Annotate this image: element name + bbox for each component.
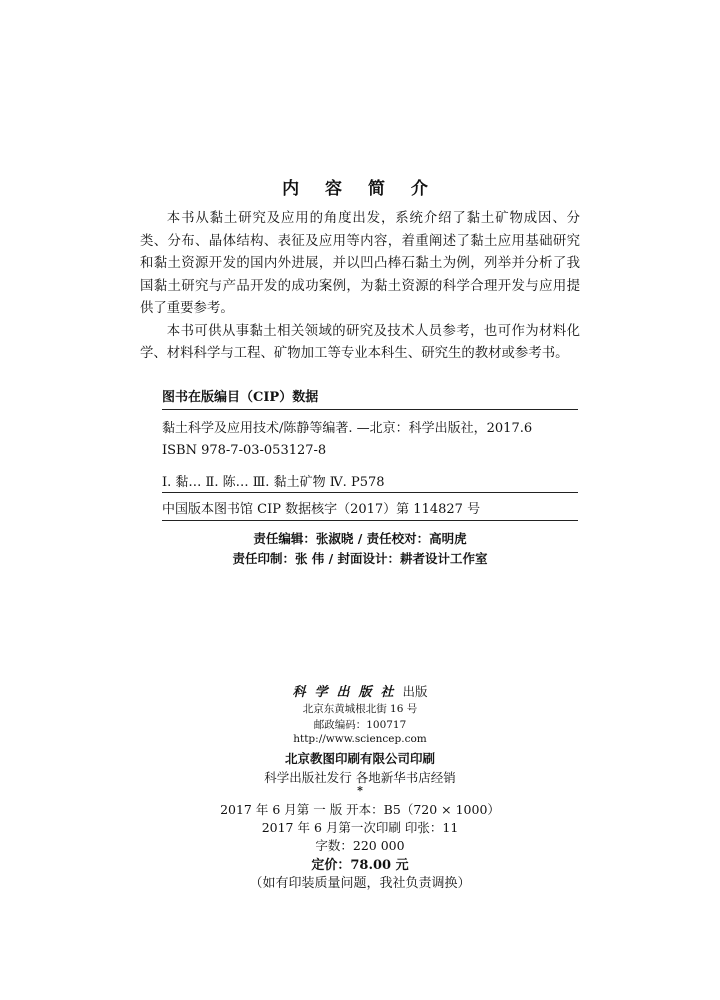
publisher-website: http://www.sciencep.com [293, 733, 427, 745]
publisher-logo-text: 科学出版社 [292, 685, 403, 700]
publisher-suffix: 出版 [402, 684, 428, 699]
word-count: 字数：220 000 [315, 838, 405, 853]
quality-notice: （如有印装质量问题，我社负责调换） [249, 876, 471, 891]
publisher-line [0, 681, 720, 700]
intro-paragraph-2: 本书可供从事黏土相关领域的研究及技术人员参考，也可作为材料化学、材料科学与工程、矿物加工等专业本科生、研究生的教材或参考书。 [140, 323, 580, 361]
intro-paragraph-1: 本书从黏土研究及应用的角度出发，系统介绍了黏土矿物成因、分类、分布、晶体结构、表征及应用等内容，着重阐述了黏土应用基础研究和黏土资源开发的国内外进展，并以凹凸棒石黏土为例，列举并分析了我国黏土研究与产品开发的成功案例，为黏土资源的科学合理开发与应用提供了重要参考。 [140, 211, 580, 316]
edition-format: 2017 年 6 月第 一 版 开本：B5（720 × 1000） [220, 802, 500, 817]
intro-title: 内 容 简 介 [282, 179, 438, 199]
credits-editors: 责任编辑：张淑晓 / 责任校对：高明虎 [253, 531, 467, 546]
cip-subjects: Ⅰ. 黏… Ⅱ. 陈… Ⅲ. 黏土矿物 Ⅳ. P578 [162, 475, 385, 490]
publisher-address: 北京东黄城根北街 16 号 [302, 703, 418, 715]
distribution: 科学出版社发行 各地新华书店经销 [264, 770, 456, 785]
cip-approval: 中国版本图书馆 CIP 数据核字（2017）第 114827 号 [162, 502, 481, 517]
divider-asterisk: * [357, 784, 363, 797]
cip-isbn: ISBN 978-7-03-053127-8 [162, 443, 327, 458]
printing-sheets: 2017 年 6 月第一次印刷 印张：11 [261, 820, 459, 835]
cip-heading: 图书在版编目（CIP）数据 [162, 390, 319, 405]
cip-bibliographic: 黏土科学及应用技术/陈静等编著. —北京：科学出版社，2017.6 [162, 421, 533, 436]
cip-middle-rule [162, 492, 578, 493]
cip-top-rule [162, 409, 578, 410]
credits-printing-design: 责任印制：张 伟 / 封面设计：耕者设计工作室 [232, 551, 488, 566]
publisher-postcode: 邮政编码：100717 [313, 719, 407, 731]
intro-body [140, 208, 580, 366]
price: 定价：78.00 元 [311, 858, 409, 873]
printer: 北京教图印刷有限公司印刷 [284, 751, 435, 766]
cip-bottom-rule [162, 520, 578, 521]
